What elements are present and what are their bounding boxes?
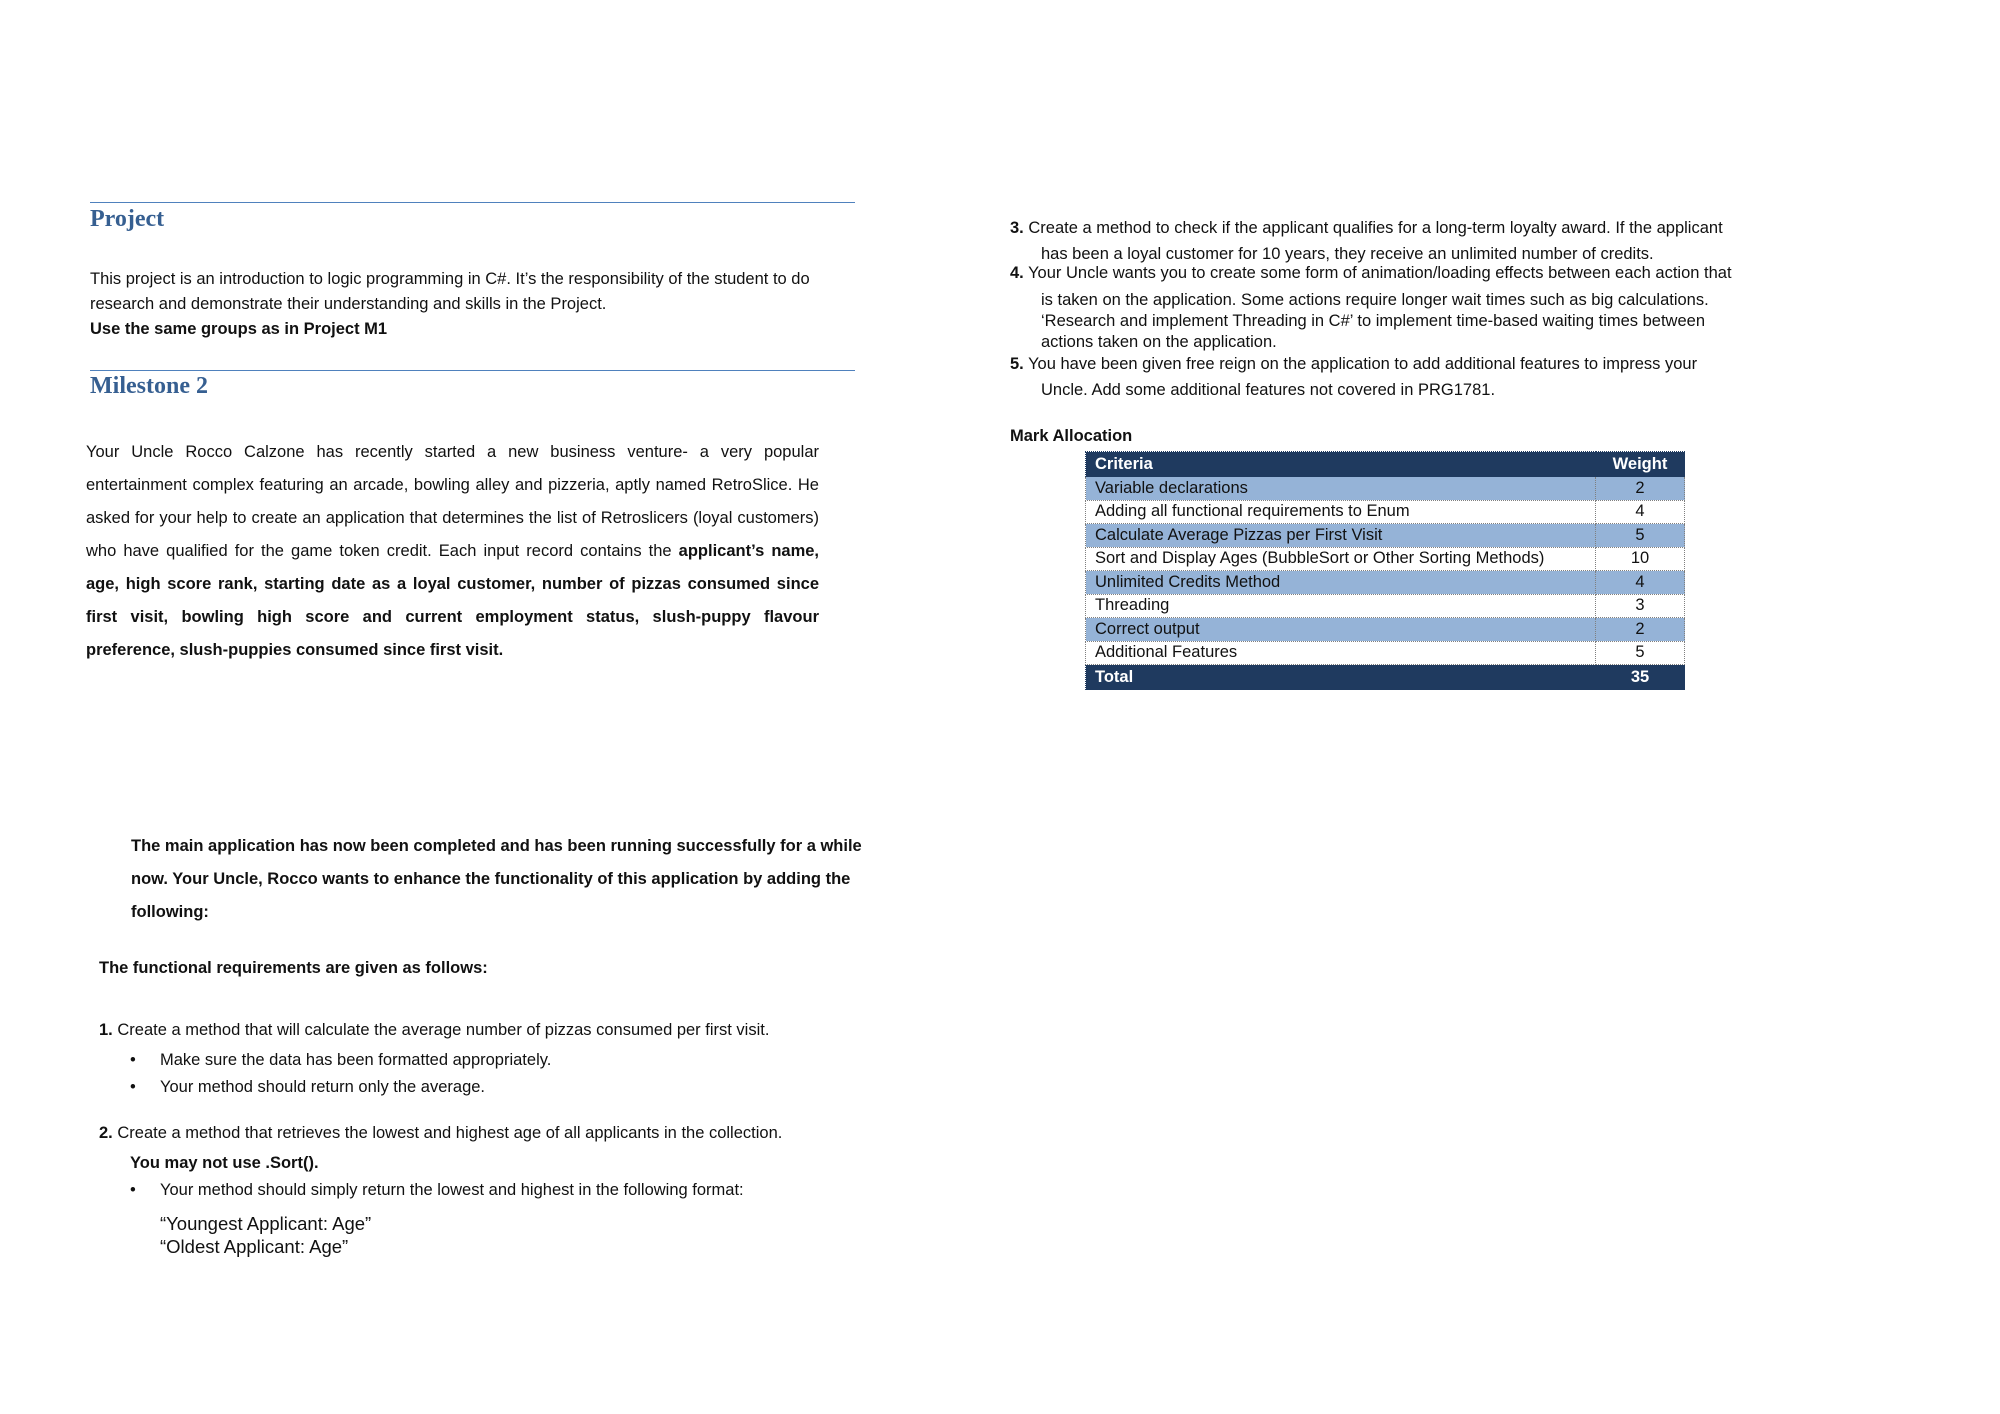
table-row (1086, 524, 1685, 548)
criteria-cell: Calculate Average Pizzas per First Visit (1086, 524, 1596, 548)
bullet-glyph: • (130, 1181, 136, 1199)
format-line-2: “Oldest Applicant: Age” (160, 1236, 349, 1257)
requirement-5-line-2: Uncle. Add some additional features not covered in PRG1781. (1041, 381, 1496, 399)
requirement-4-text: Your Uncle wants you to create some form of animation/loading effects between each action that (1028, 264, 1732, 282)
total-label: Total (1086, 665, 1596, 690)
table-row (1086, 641, 1685, 665)
criteria-cell: Threading (1086, 594, 1596, 618)
requirement-3-line-2: has been a loyal customer for 10 years, they receive an unlimited number of credits. (1041, 245, 1654, 263)
bullet-glyph: • (130, 1051, 136, 1069)
weight-cell: 4 (1596, 500, 1685, 524)
bullet-text: Make sure the data has been formatted appropriately. (160, 1051, 552, 1069)
requirement-3-text: Create a method to check if the applicant qualifies for a long-term loyalty award. If the applicant (1028, 219, 1723, 237)
requirement-2-note: You may not use .Sort(). (130, 1154, 319, 1172)
criteria-cell: Additional Features (1086, 641, 1596, 665)
criteria-cell: Correct output (1086, 618, 1596, 642)
project-heading-rule (90, 202, 855, 203)
requirement-2-text: Create a method that retrieves the lowest and highest age of all applicants in the collection. (117, 1124, 783, 1142)
requirement-4-line-1 (1010, 264, 1732, 283)
milestone-heading-rule (90, 370, 855, 371)
criteria-cell: Unlimited Credits Method (1086, 571, 1596, 595)
table-row (1086, 477, 1685, 501)
requirement-3-line-1 (1010, 219, 1723, 238)
requirement-5-line-1 (1010, 355, 1697, 374)
criteria-cell: Sort and Display Ages (BubbleSort or Other Sorting Methods) (1086, 547, 1596, 571)
weight-cell: 2 (1596, 618, 1685, 642)
main-app-line-3: following: (131, 903, 209, 921)
requirement-4-line-4: actions taken on the application. (1041, 333, 1277, 351)
requirement-5-text: You have been given free reign on the application to add additional features to impress your (1028, 355, 1698, 373)
requirement-1 (99, 1021, 769, 1040)
table-row (1086, 594, 1685, 618)
format-line-1: “Youngest Applicant: Age” (160, 1213, 372, 1234)
weight-cell: 2 (1596, 477, 1685, 501)
bullet-text: Your method should simply return the lowest and highest in the following format: (160, 1181, 744, 1199)
requirement-1-number: 1. (99, 1021, 113, 1039)
total-value: 35 (1596, 665, 1685, 690)
weight-cell: 10 (1596, 547, 1685, 571)
bullet-text: Your method should return only the average. (160, 1078, 486, 1096)
weight-cell: 5 (1596, 641, 1685, 665)
requirement-2-number: 2. (99, 1124, 113, 1142)
intro-line-1: This project is an introduction to logic programming in C#. It’s the responsibility of the student to do (90, 270, 810, 288)
weight-cell: 4 (1596, 571, 1685, 595)
header-criteria: Criteria (1086, 452, 1596, 477)
requirement-1-text: Create a method that will calculate the average number of pizzas consumed per first visit. (117, 1021, 770, 1039)
criteria-cell: Adding all functional requirements to Enum (1086, 500, 1596, 524)
header-weight: Weight (1596, 452, 1685, 477)
criteria-cell: Variable declarations (1086, 477, 1596, 501)
mark-allocation-table (1085, 451, 1685, 690)
main-app-line-2: now. Your Uncle, Rocco wants to enhance the functionality of this application by adding the (131, 870, 851, 888)
story-paragraph (86, 436, 819, 667)
main-app-line-1: The main application has now been completed and has been running successfully for a while (131, 837, 862, 855)
weight-cell: 5 (1596, 524, 1685, 548)
requirement-4-line-2: is taken on the application. Some actions require longer wait times such as big calculations. (1041, 291, 1709, 309)
requirement-5-number: 5. (1010, 355, 1024, 373)
requirement-2 (99, 1124, 782, 1143)
table-total-row (1086, 665, 1685, 690)
intro-line-2: research and demonstrate their understanding and skills in the Project. (90, 295, 607, 313)
mark-allocation-heading: Mark Allocation (1010, 427, 1133, 445)
requirement-4-number: 4. (1010, 264, 1024, 282)
milestone-heading: Milestone 2 (90, 373, 208, 399)
story-bold-text: applicant’s name, age, high score rank, starting date as a loyal customer, number of pizzas consumed since first visit, bowling high score and current employment status, slush-puppy flavour preference, slush-puppies consumed since first visit. (86, 541, 820, 659)
weight-cell: 3 (1596, 594, 1685, 618)
table-row (1086, 500, 1685, 524)
table-row (1086, 618, 1685, 642)
story-normal-text: Your Uncle Rocco Calzone has recently started a new business venture- a very popular entertainment complex featuring an arcade, bowling alley and pizzeria, aptly named RetroSlice. He asked for your help to create an application that determines the list of Retroslicers (loyal customers) who have qualified for the game token credit. Each input record contains the (86, 442, 819, 560)
bullet-glyph: • (130, 1078, 136, 1096)
project-heading: Project (90, 206, 165, 232)
table-header-row (1086, 452, 1685, 477)
groups-note: Use the same groups as in Project M1 (90, 320, 388, 338)
requirement-3-number: 3. (1010, 219, 1024, 237)
functional-requirements-heading: The functional requirements are given as follows: (99, 959, 488, 977)
requirement-4-line-3: ‘Research and implement Threading in C#’ to implement time-based waiting times between (1041, 312, 1705, 330)
table-row (1086, 571, 1685, 595)
table-row (1086, 547, 1685, 571)
